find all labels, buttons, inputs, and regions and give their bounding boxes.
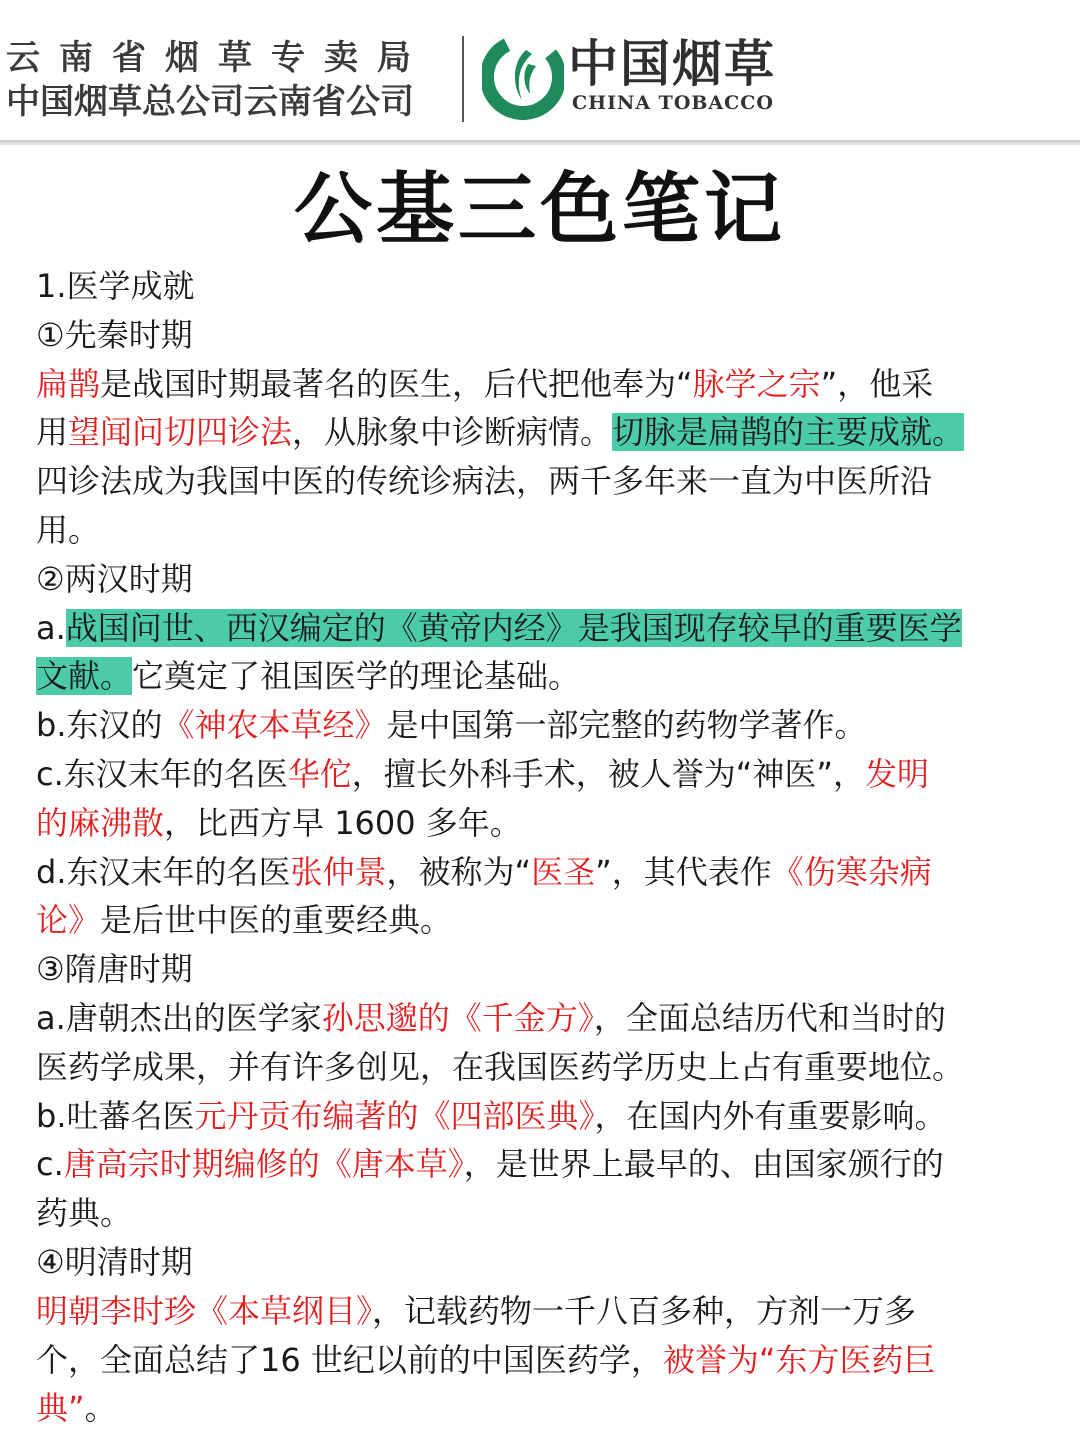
page-title: 公基三色笔记 [293, 165, 786, 255]
note-line [36, 555, 1046, 604]
body-text: 是战国时期最著名的医生，后代把他奉为“ [100, 364, 693, 403]
china-tobacco-logo-icon [482, 34, 564, 120]
body-text: 1.医学成就 [36, 267, 195, 305]
note-line [36, 1043, 1046, 1092]
body-text: ，是世界上最早的、由国家颁行的 [463, 1145, 944, 1184]
note-line [36, 604, 1046, 653]
red-key-text: 典” [36, 1389, 85, 1428]
org-line-1: 云南省烟草专卖局 [6, 38, 430, 78]
note-line [36, 1140, 1046, 1189]
body-text: 个，全面总结了16 世纪以前的中国医药学， [36, 1340, 663, 1379]
body-text: ，比西方早 1600 多年。 [164, 803, 522, 842]
body-text: 它奠定了祖国医学的理论基础。 [132, 657, 581, 696]
note-line [36, 652, 1046, 701]
red-key-text: 扁鹊 [36, 364, 101, 403]
organization-name [6, 36, 430, 124]
body-text: ③隋唐时期 [36, 950, 193, 989]
note-line [36, 1092, 1046, 1141]
body-text: ”，他采 [820, 364, 934, 403]
red-key-text: 医圣 [531, 852, 596, 891]
body-text: 药典。 [36, 1194, 133, 1233]
note-line [36, 457, 1046, 506]
header [0, 0, 1080, 140]
red-key-text: 的麻沸散 [36, 803, 165, 842]
note-line [36, 848, 1046, 897]
note-line [36, 408, 1046, 457]
body-text: a.唐朝杰出的医学家 [36, 998, 322, 1037]
red-key-text: 《伤寒杂病 [771, 852, 932, 891]
body-text: 医药学成果，并有许多创见，在我国医药学历史上占有重要地位。 [36, 1047, 965, 1086]
red-key-text: 《神农本草经》 [162, 706, 387, 745]
body-text: c.东汉末年的名医 [36, 754, 288, 793]
highlighted-text: 文献。 [36, 657, 133, 696]
body-text: ②两汉时期 [36, 559, 193, 598]
note-line [36, 1287, 1046, 1336]
red-key-text: 发明 [864, 754, 929, 793]
body-text: ，从脉象中诊断病情。 [292, 413, 613, 452]
note-line [36, 1336, 1046, 1385]
note-line [36, 1384, 1046, 1433]
body-text: 。 [84, 1389, 117, 1428]
note-line [36, 1189, 1046, 1238]
note-line [36, 506, 1046, 555]
note-line [36, 896, 1046, 945]
body-text: 是中国第一部完整的药物学著作。 [386, 706, 867, 745]
body-text: 用。 [36, 510, 101, 549]
body-text: ①先秦时期 [36, 315, 193, 354]
note-line [36, 994, 1046, 1043]
body-text: ，被称为“ [386, 852, 532, 891]
red-key-text: 孙思邈的《千金方》 [321, 998, 594, 1037]
body-text: 四诊法成为我国中医的传统诊病法，两千多年来一直为中医所沿 [36, 462, 933, 501]
body-text: ，在国内外有重要影响。 [594, 1096, 947, 1135]
note-line [36, 1238, 1046, 1287]
note-line [36, 262, 1046, 311]
notes-body [36, 262, 1046, 1433]
note-line [36, 799, 1046, 848]
red-key-text: 明朝李时珍《本草纲目》 [36, 1291, 373, 1330]
note-line [36, 360, 1046, 409]
body-text: 是后世中医的重要经典。 [100, 901, 453, 940]
body-text: 用 [36, 413, 69, 452]
header-divider [462, 36, 464, 122]
note-line [36, 945, 1046, 994]
red-key-text: 华佗 [287, 754, 352, 793]
red-key-text: 论》 [36, 901, 101, 940]
red-key-text: 唐高宗时期编修的《唐本草》 [63, 1145, 464, 1184]
brand-name-en: CHINA TOBACCO [572, 92, 774, 114]
header-rule [0, 140, 1080, 145]
red-key-text: 张仲景 [290, 852, 387, 891]
body-text: d.东汉末年的名医 [36, 852, 291, 891]
body-text: ”，其代表作 [595, 852, 772, 891]
body-text: c. [36, 1145, 64, 1184]
body-text: b.吐蕃名医 [36, 1096, 195, 1135]
note-line [36, 750, 1046, 799]
body-text: ，全面总结历代和当时的 [593, 998, 946, 1037]
body-text: a. [36, 608, 66, 647]
brand-name-cn: 中国烟草 [568, 35, 776, 93]
red-key-text: 脉学之宗 [692, 364, 821, 403]
highlighted-text: 战国问世、西汉编定的《黄帝内经》是我国现存较早的重要医学 [65, 608, 962, 647]
highlighted-text: 切脉是扁鹊的主要成就。 [612, 413, 965, 452]
body-text: ，擅长外科手术，被人誉为“神医”， [351, 754, 865, 793]
note-line [36, 701, 1046, 750]
body-text: b.东汉的 [36, 706, 163, 745]
body-text: ，记载药物一千八百多种，方剂一万多 [372, 1291, 917, 1330]
red-key-text: 被誉为“东方医药巨 [662, 1340, 936, 1379]
body-text: ④明清时期 [36, 1242, 193, 1281]
red-key-text: 望闻问切四诊法 [68, 413, 293, 452]
red-key-text: 元丹贡布编著的《四部医典》 [194, 1096, 595, 1135]
note-line [36, 311, 1046, 360]
org-line-2: 中国烟草总公司云南省公司 [6, 82, 414, 122]
